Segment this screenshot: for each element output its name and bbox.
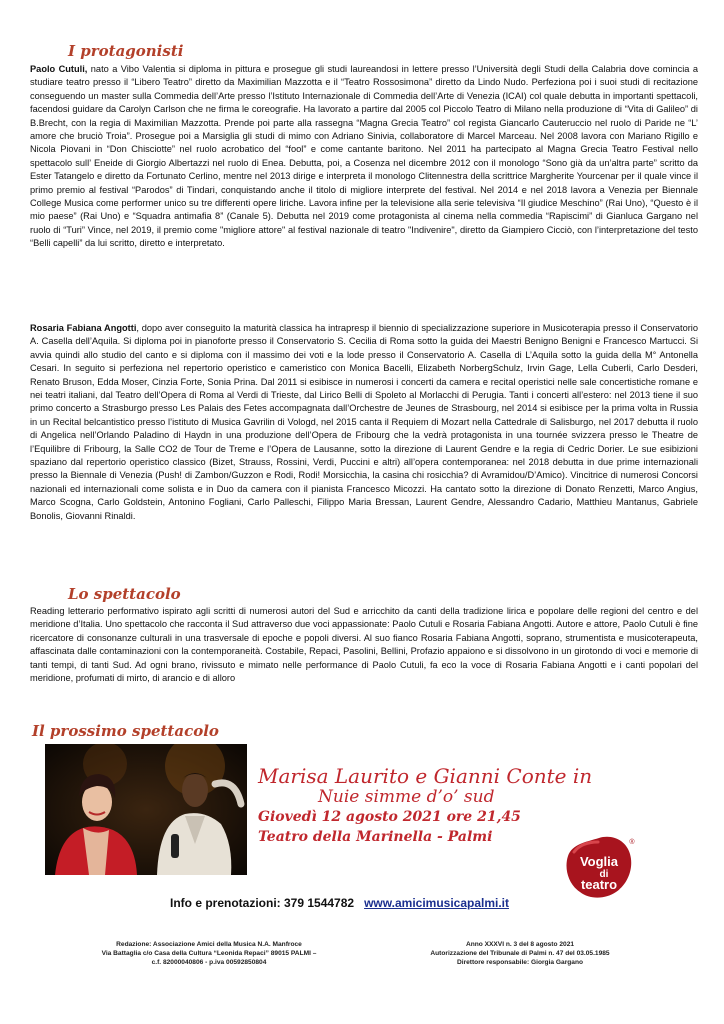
event-date: Giovedì 12 agosto 2021 ore 21,45 [258, 809, 521, 825]
footer-authorization: Autorizzazione del Tribunale di Palmi n. 47 del 03.05.1985 [430, 950, 610, 957]
footer-director: Direttore responsabile: Giorgia Gargano [456, 959, 584, 966]
footer-left [74, 940, 344, 967]
name-rosaria-angotti: Rosaria Fabiana Angotti [30, 323, 137, 333]
heading-spettacolo: Lo spettacolo [68, 585, 181, 603]
voglia-di-teatro-logo [560, 832, 638, 904]
logo-text-di: di [599, 869, 609, 880]
name-paolo-cutuli: Paolo Cutuli, [30, 64, 88, 74]
info-line [170, 896, 509, 910]
footer-editorial: Redazione: Associazione Amici della Musica N.A. Manfroce [116, 941, 302, 948]
logo-registered-mark: ® [629, 839, 635, 846]
event-show-title: Nuie simme d’o’ sud [318, 787, 495, 807]
heading-prossimo-spettacolo: Il prossimo spettacolo [32, 722, 219, 740]
website-link[interactable]: www.amicimusicapalmi.it [364, 896, 510, 910]
performers-photo [45, 744, 247, 875]
event-venue: Teatro della Marinella - Palmi [258, 829, 493, 845]
bio-rosaria-angotti: , dopo aver conseguito la maturità classica ha intrapresp il biennio di specializzazione superiore in Musicoterapia presso il Conservatorio A. Casella dell’Aquila. Si diploma poi in pianoforte presso il Conservatorio S. Cecilia di Roma sotto la guida dei Maestri Benigno Benigni e Francesco Martucci. Si avvia quindi allo studio del canto e si diploma con il massimo dei voti e la lode presso il Conservatorio A. Casella di L’Aquila sotto la guida della M° Antonella Cesari. In seguito si perfeziona nel repertorio operistico e cameristico con Monica Bacelli, Elizabeth NorbergSchulz, Irvin Gage, Lella Cuberli, Carlo Desderi, Renato Bruson, Edda Moser, Cinzia Forte, Sonia Prina. Dal 2011 si esibisce in numerosi i concerti da camera e recital operistici nelle sale concertistiche romane e nei teatri italiani, dal Teatro dell’Opera di Roma al Verdi di Trieste, dal Lirico Belli di Spoleto al Morlacchi di Perugia. Tanti i concerti all’estero: nel 2013 tiene il suo primo concerto a Strasburgo presso Les Palais des Fetes accompagnata dall’Orchestre de Jeunes de Strasbourg, nel 2014 si esibisce per la prima volta in Russia in un Recital belcantistico presso l’istituto di Musica Gavrilin di Vologd, nel 2015 canta il Requiem di Mozart nella Cattedrale di Salisburgo, nel 2017 debutta il ruolo di Angelica nell’Orlando Paladino di Haydn in una produzione dell’Opera de Fribourg che la vedrà protagonista in una tournée svizzera presso le Theatre de l’Equilibre di Fribourg, la Salle CO2 de Tour de Treme e l’Opera de Lausanne, sotto la direzione di Laurent Gendre e la regia di Cedric Dorier. Le sue esibizioni spaziano dal repertorio operistico classico (Bizet, Strauss, Rossini, Verdi, Puccini e altri) all’opera contemporanea: nel 2018 debutta in due prime internazionali presso la Biennale di Venezia (Push! di Zambon/Guzzon e Rodi, Rodi! Morsicchia, la casina chi rosicchia? di Avramidou/D’Amico). Vincitrice di numerosi Concorsi nazionali ed internazionali come solista e in Duo da camera con il pianista Francesco Micozzi. Ha cantato sotto la direzione di Donato Renzetti, Marco Angius, Marco Scogna, Carlo Goldstein, Antonino Fogliani, Carlo Palleschi, Filippo Maria Bressan, Laurent Gendre, Alessandro Cadario, Matthieu Mantanus, Gabriele Bonolis, Giovanni Rinaldi. [30, 323, 699, 521]
logo-text-teatro: teatro [580, 877, 618, 892]
event-performers: Marisa Laurito e Gianni Conte in [258, 764, 593, 788]
footer-address: Via Battaglia c/o Casa della Cultura “Leonida Repaci” 89015 PALMI – [101, 950, 317, 957]
paragraph-spettacolo: Reading letterario performativo ispirato agli scritti di numerosi autori del Sud e arricchito da canti della tradizione lirica e popolare delle regioni del centro e del meridione d’Italia. Uno spettacolo che racconta il Sud attraverso due voci appassionate: Paolo Cutuli e Rosaria Fabiana Angotti. Autore e attore, Paolo Cutuli è fine ricercatore di consonanze culturali in una trasversale di epoche e popoli diversi. Al suo fianco Rosaria Fabiana Angotti, soprano, strumentista e musicoterapeuta, affascinata dalle contaminazioni con la contemporaneità. Costabile, Repaci, Pasolini, Bellini, Profazio appaiono e si dissolvono in un girotondo di voci e memorie di tanti tempi, di tanti Sud. Ad ogni brano, rivissuto e mimato nelle performance di Paolo Cutuli, fa eco la voce di Rosaria Fabiana Angotti e i canti popolari del meridione, profumati di mirto, di arancio e di alloro [30, 606, 698, 684]
heading-protagonisti: I protagonisti [68, 42, 184, 60]
footer-issue: Anno XXXVI n. 3 del 8 agosto 2021 [465, 941, 575, 948]
info-booking-phone: Info e prenotazioni: 379 1544782 [170, 896, 355, 910]
bio-paolo-cutuli: nato a Vibo Valentia si diploma in pittura e prosegue gli studi laureandosi in lettere presso l’Università degli Studi della Calabria dove comincia a studiare teatro presso il “Libero Teatro” diretto da Maximilian Mazzotta e il “Teatro Rossosimona” diretto da Lindo Nudo. Perfeziona poi i suoi studi di recitazione conseguendo un master sulla Commedia dell’Arte presso l’Istituto Internazionale di Commedia dell’Arte di Venezia (ICAI) col quale debutta in importanti spettacoli, facendosi guidare da Carolyn Carlson che ne firma le coreografie. Ha lavorato a partire dal 2005 col Piccolo Teatro di Milano nella produzione di “Vita di Galileo” di B.Brecht, con la regia di Maximilian Mazzotta. Prende poi parte alla rassegna “Magna Grecia Teatro” col regista Giancarlo Cauteruccio nel ruolo di Paride ne “L’ amore che bruciò Troia”. Prosegue poi a Marsiglia gli studi di mimo con Adriano Sinivia, collaboratore di Marcel Marceau. Nel 2008 lavora con Mariano Rigillo e Nicola Piovani in “Don Chisciotte” nel ruolo acrobatico del “fool” e come cantante baritono. Nel 2011 ha partecipato al Magna Grecia Teatro Festival nello spettacolo sull’ Eneide di Giorgio Albertazzi nel ruolo di Enea. Debutta, poi, a Cosenza nel dicembre 2012 con il monologo “Sono già da un’altra parte” scritto da Ester Tatangelo e diretto da Fortunato Cerlino, mentre nel 2013 dirige e interpreta il monologo Clitennestra della scrittrice Margherite Yourcenar per il quale vince il primo premio al festival “Parodos” di Tindari, conquistando anche il titolo di migliore interprete del festival. Nel 2014 e nel 2018 lavora a Venezia per Biennale College Musica come performer unico su tre differenti opere liriche. Lavora infine per la televisione alla serie televisiva “Il giudice Meschino” (Rai Uno), “Questo è il mio paese” (Rai Uno) e “Squadra antimafia 8” (Canale 5). Debutta nel 2019 come protagonista al cinema nella commedia “Rapiscimi” di Gianluca Gargano nel ruolo di “Turi” Vince, nel 2019, il premio come "migliore attore" al festival nazionale di teatro "Indivenire", diretto da Giampiero Cicciò, con l’interpretazione del testo “Belli capelli” da lui scritto, diretto e interpretato. [30, 64, 698, 249]
footer-right [390, 940, 650, 967]
logo-text-voglia: Voglia [579, 854, 619, 869]
footer-tax-ids: c.f. 82000040806 - p.iva 00592850804 [151, 959, 267, 966]
paragraph-rosaria-angotti [30, 322, 698, 523]
paragraph-paolo-cutuli [30, 63, 698, 251]
